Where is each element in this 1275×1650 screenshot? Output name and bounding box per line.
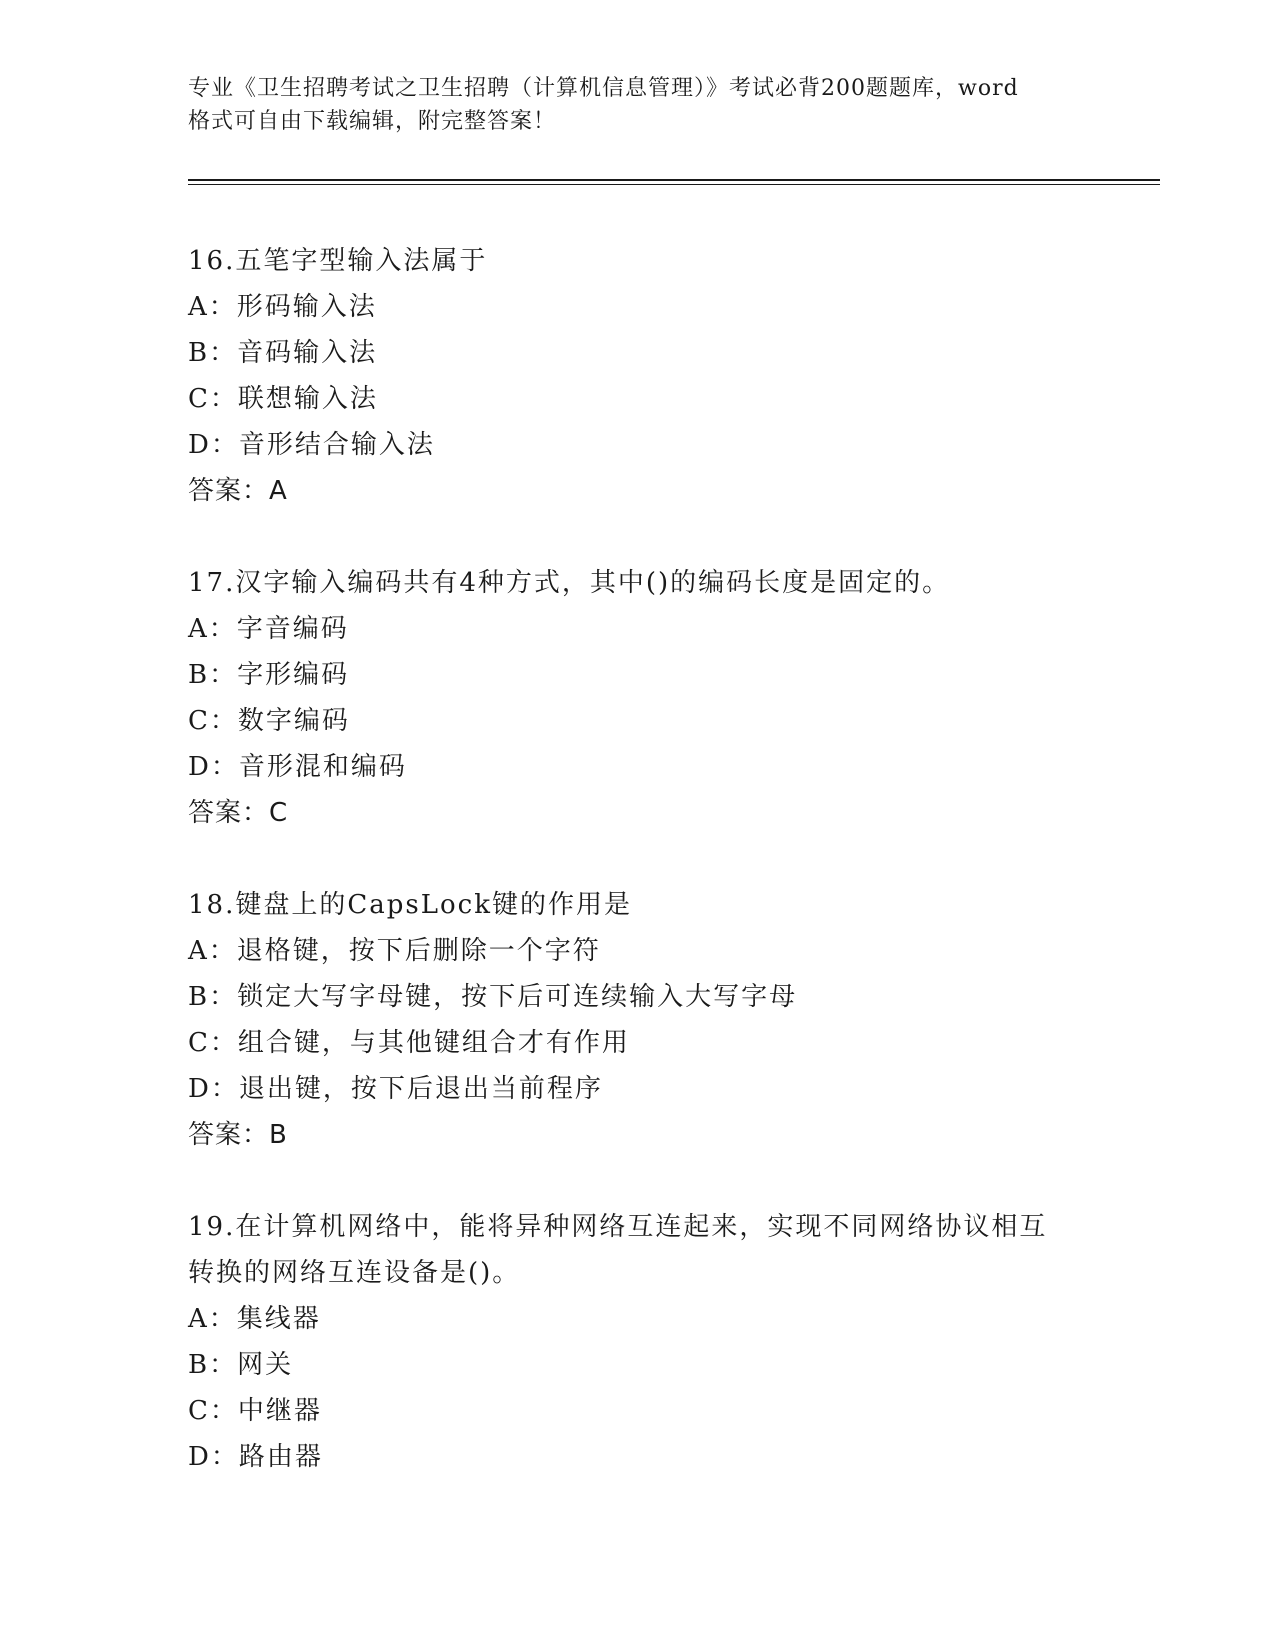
option-b: B：锁定大写字母键，按下后可连续输入大写字母 bbox=[188, 982, 798, 1012]
option-a: A：退格键，按下后删除一个字符 bbox=[188, 936, 601, 966]
question-19 bbox=[188, 1204, 1148, 1480]
header-line-1: 专业《卫生招聘考试之卫生招聘（计算机信息管理）》考试必背200题题库，word bbox=[188, 76, 1019, 101]
option-d: D：音形混和编码 bbox=[188, 752, 407, 782]
option-b: B：网关 bbox=[188, 1350, 294, 1380]
question-stem-line-2: 转换的网络互连设备是()。 bbox=[188, 1258, 521, 1288]
question-18 bbox=[188, 882, 1148, 1158]
document-header bbox=[188, 72, 1088, 138]
option-c: C：中继器 bbox=[188, 1396, 322, 1426]
option-c: C：组合键，与其他键组合才有作用 bbox=[188, 1028, 630, 1058]
question-16 bbox=[188, 238, 1148, 514]
answer-label: 答案：A bbox=[188, 476, 288, 506]
option-d: D：退出键，按下后退出当前程序 bbox=[188, 1074, 603, 1104]
header-divider-thick bbox=[188, 179, 1160, 181]
header-divider-thin bbox=[188, 184, 1160, 185]
question-stem-line-1: 19.在计算机网络中，能将异种网络互连起来，实现不同网络协议相互 bbox=[188, 1212, 1048, 1242]
option-a: A：字音编码 bbox=[188, 614, 349, 644]
question-list bbox=[188, 238, 1148, 1526]
question-17 bbox=[188, 560, 1148, 836]
option-b: B：字形编码 bbox=[188, 660, 350, 690]
option-a: A：集线器 bbox=[188, 1304, 321, 1334]
question-stem: 16.五笔字型输入法属于 bbox=[188, 246, 488, 276]
option-c: C：联想输入法 bbox=[188, 384, 378, 414]
option-b: B：音码输入法 bbox=[188, 338, 378, 368]
question-stem: 17.汉字输入编码共有4种方式，其中()的编码长度是固定的。 bbox=[188, 568, 951, 598]
option-a: A：形码输入法 bbox=[188, 292, 377, 322]
option-c: C：数字编码 bbox=[188, 706, 350, 736]
answer-label: 答案：C bbox=[188, 798, 289, 828]
question-stem: 18.键盘上的CapsLock键的作用是 bbox=[188, 890, 632, 920]
option-d: D：音形结合输入法 bbox=[188, 430, 435, 460]
option-d: D：路由器 bbox=[188, 1442, 323, 1472]
answer-label: 答案：B bbox=[188, 1120, 288, 1150]
header-line-2: 格式可自由下载编辑，附完整答案！ bbox=[188, 109, 557, 134]
